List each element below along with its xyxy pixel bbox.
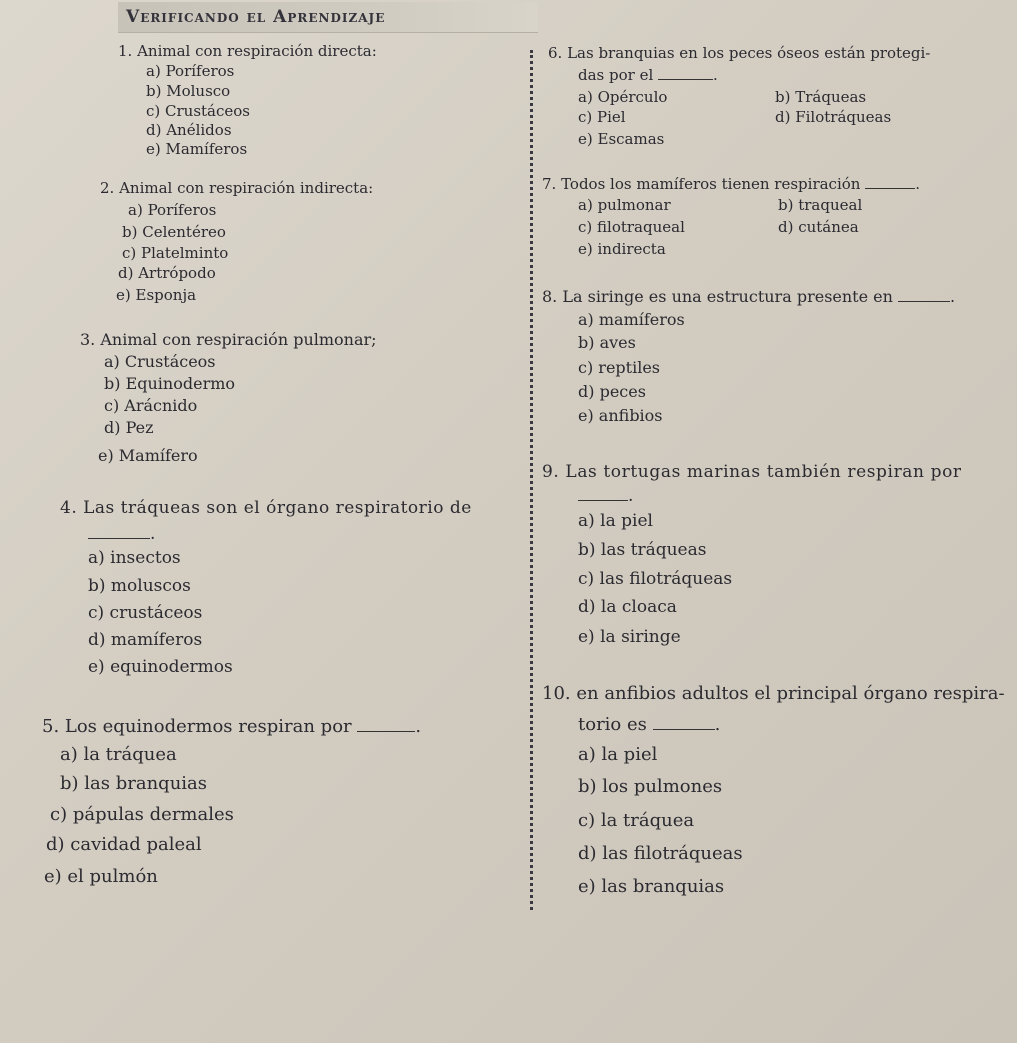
option-e[interactable]: e) Escamas — [578, 130, 665, 148]
answer-blank[interactable] — [653, 715, 715, 730]
option-b[interactable]: b) Equinodermo — [104, 374, 236, 393]
option-c[interactable]: c) crustáceos — [88, 603, 203, 623]
option-a[interactable]: a) Opérculo — [578, 88, 668, 106]
option-a[interactable]: a) Crustáceos — [104, 352, 216, 371]
question-stem: 7. Todos los mamíferos tienen respiración . — [542, 175, 921, 193]
question-stem: 9. Las tortugas marinas también respiran por — [542, 462, 962, 482]
option-c[interactable]: c) Crustáceos — [146, 102, 251, 120]
option-a[interactable]: a) insectos — [88, 548, 181, 568]
answer-blank[interactable] — [658, 65, 713, 80]
option-a[interactable]: a) la piel — [578, 511, 653, 531]
option-d[interactable]: d) cutánea — [778, 218, 859, 236]
option-b[interactable]: b) Celentéreo — [122, 223, 226, 241]
option-d[interactable]: d) Filotráqueas — [775, 108, 892, 126]
option-a[interactable]: a) la piel — [578, 744, 658, 765]
option-d[interactable]: d) las filotráqueas — [578, 843, 743, 864]
option-b[interactable]: b) traqueal — [778, 196, 863, 214]
option-b[interactable]: b) las tráqueas — [578, 540, 707, 560]
option-b[interactable]: b) Tráqueas — [775, 88, 867, 106]
option-e[interactable]: e) Esponja — [116, 286, 197, 304]
option-b[interactable]: b) moluscos — [88, 576, 191, 596]
option-d[interactable]: d) Artrópodo — [118, 264, 216, 282]
answer-blank[interactable] — [357, 717, 415, 732]
option-e[interactable]: e) equinodermos — [88, 657, 233, 677]
question-stem: 4. Las tráqueas son el órgano respiratorio de — [60, 498, 472, 518]
answer-blank[interactable]: . — [578, 486, 633, 506]
question-stem: 2. Animal con respiración indirecta: — [100, 179, 374, 197]
option-c[interactable]: c) Arácnido — [104, 396, 198, 415]
option-a[interactable]: a) Poríferos — [128, 201, 217, 219]
column-divider — [530, 50, 533, 910]
option-d[interactable]: d) Pez — [104, 418, 154, 437]
option-d[interactable]: d) la cloaca — [578, 597, 677, 617]
option-c[interactable]: c) la tráquea — [578, 810, 695, 831]
option-e[interactable]: e) anfibios — [578, 406, 663, 425]
option-d[interactable]: d) mamíferos — [88, 630, 203, 650]
question-stem: 3. Animal con respiración pulmonar; — [80, 330, 377, 349]
option-e[interactable]: e) Mamífero — [98, 446, 198, 465]
option-c[interactable]: c) pápulas dermales — [50, 804, 234, 825]
question-stem: 6. Las branquias en los peces óseos están protegi- — [548, 44, 931, 62]
option-d[interactable]: d) cavidad paleal — [46, 834, 202, 855]
option-b[interactable]: b) aves — [578, 333, 636, 352]
option-a[interactable]: a) la tráquea — [60, 744, 177, 765]
option-c[interactable]: c) reptiles — [578, 358, 660, 377]
option-e[interactable]: e) Mamíferos — [146, 140, 248, 158]
option-c[interactable]: c) Platelminto — [122, 244, 229, 262]
option-c[interactable]: c) Piel — [578, 108, 626, 126]
section-header — [118, 2, 538, 33]
option-c[interactable]: c) filotraqueal — [578, 218, 685, 236]
answer-blank[interactable] — [865, 174, 915, 189]
option-d[interactable]: d) peces — [578, 382, 646, 401]
option-b[interactable]: b) Molusco — [146, 82, 231, 100]
option-e[interactable]: e) las branquias — [578, 876, 725, 897]
option-a[interactable]: a) pulmonar — [578, 196, 671, 214]
question-stem: 8. La siringe es una estructura presente en . — [542, 287, 956, 306]
option-b[interactable]: b) las branquias — [60, 773, 208, 794]
question-stem-cont: das por el . — [578, 66, 718, 84]
section-title: Verificando el Aprendizaje — [126, 7, 386, 27]
option-a[interactable]: a) Poríferos — [146, 62, 235, 80]
question-stem: 5. Los equinodermos respiran por . — [42, 716, 422, 737]
option-a[interactable]: a) mamíferos — [578, 310, 685, 329]
question-stem: 10. en anfibios adultos el principal órgano respira- — [542, 683, 1005, 704]
option-c[interactable]: c) las filotráqueas — [578, 569, 733, 589]
option-b[interactable]: b) los pulmones — [578, 776, 723, 797]
option-e[interactable]: e) la siringe — [578, 627, 681, 647]
answer-blank[interactable] — [898, 287, 950, 302]
option-d[interactable]: d) Anélidos — [146, 121, 232, 139]
question-stem-cont: torio es . — [578, 714, 721, 735]
question-stem: 1. Animal con respiración directa: — [118, 42, 377, 60]
answer-blank[interactable]: . — [88, 524, 155, 544]
option-e[interactable]: e) indirecta — [578, 240, 666, 258]
option-e[interactable]: e) el pulmón — [44, 866, 158, 887]
